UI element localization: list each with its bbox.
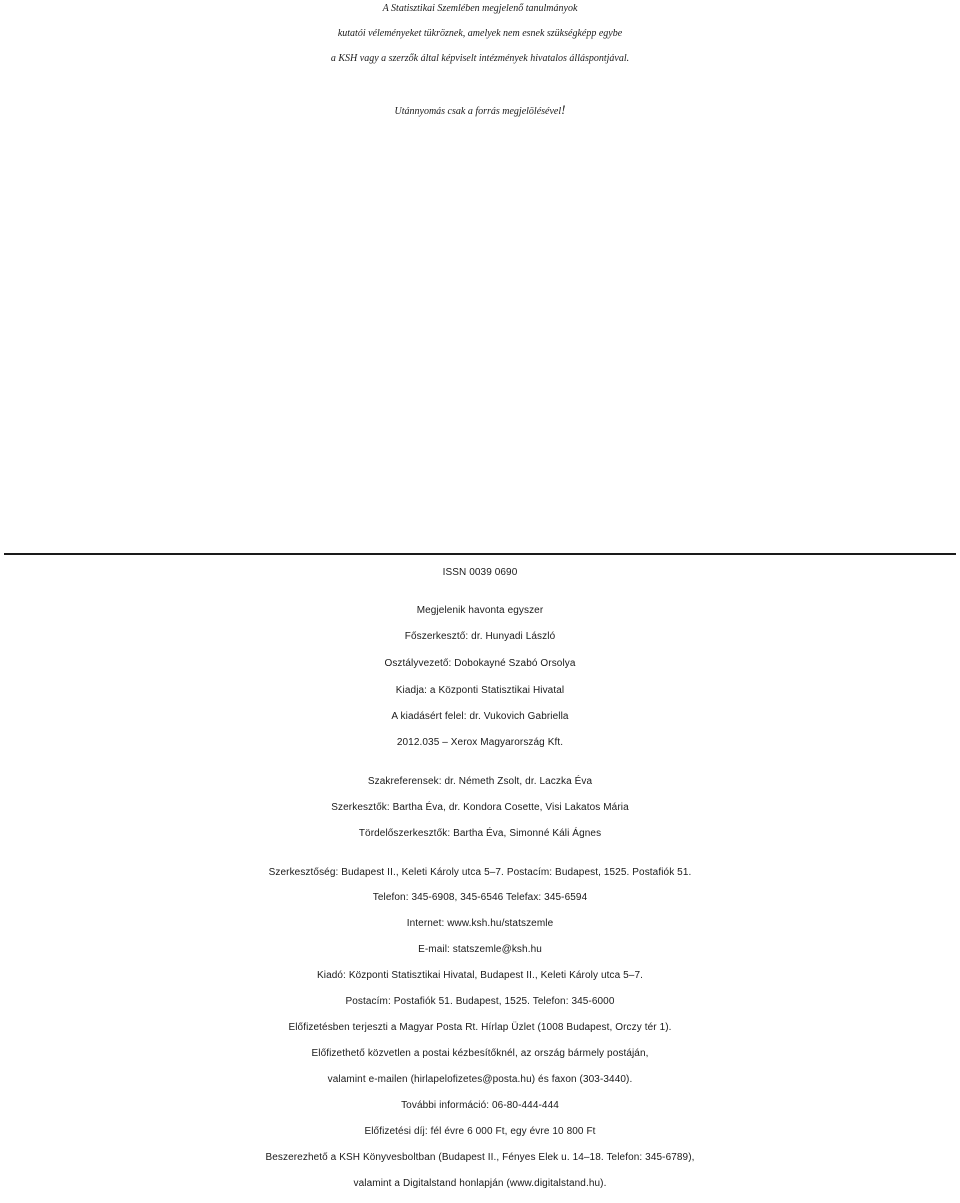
subscription-info-1: Előfizethető közvetlen a postai kézbesítőknél, az ország bármely postáján, [311, 1048, 649, 1059]
editor-in-chief: Főszerkesztő: dr. Hunyadi László [404, 631, 556, 642]
disclaimer-line-2: kutatói véleményeket tükröznek, amelyek nem esnek szükségképp egybe [337, 28, 623, 39]
disclaimer-line-1: A Statisztikai Szemlében megjelenő tanulmányok [382, 3, 578, 14]
department-head: Osztályvezető: Dobokayné Szabó Orsolya [384, 658, 576, 669]
publisher: Kiadja: a Központi Statisztikai Hivatal [395, 685, 565, 696]
phone-fax: Telefon: 345-6908, 345-6546 Telefax: 345-6594 [372, 892, 588, 903]
issn: ISSN 0039 0690 [442, 567, 518, 578]
publisher-address: Kiadó: Központi Statisztikai Hivatal, Budapest II., Keleti Károly utca 5–7. [316, 970, 643, 981]
subscription-info-2: valamint e-mailen (hirlapelofizetes@posta.hu) és faxon (303-3440). [327, 1074, 633, 1085]
referees: Szakreferensek: dr. Németh Zsolt, dr. Laczka Éva [367, 776, 593, 787]
reprint-text: Utánnyomás csak a forrás megjelölésével [394, 106, 562, 117]
reprint-notice [0, 98, 960, 124]
reprint-mark: ! [561, 102, 566, 117]
editorial-office: Szerkesztőség: Budapest II., Keleti Károly utca 5–7. Postacím: Budapest, 1525. Postafiók 51. [268, 867, 692, 878]
more-info: További információ: 06-80-444-444 [401, 1100, 559, 1111]
purchase-info-2: valamint a Digitalstand honlapján (www.digitalstand.hu). [353, 1178, 607, 1189]
disclaimer-line-3: a KSH vagy a szerzők által képviselt intézmények hivatalos álláspontjával. [330, 53, 630, 64]
frequency: Megjelenik havonta egyszer [416, 605, 544, 616]
purchase-info-1: Beszerezhető a KSH Könyvesboltban (Budapest II., Fényes Elek u. 14–18. Telefon: 345-6789), [265, 1152, 695, 1163]
publisher-postal: Postacím: Postafiók 51. Budapest, 1525. Telefon: 345-6000 [345, 996, 615, 1007]
email-address: E-mail: statszemle@ksh.hu [418, 944, 542, 955]
distribution: Előfizetésben terjeszti a Magyar Posta Rt. Hírlap Üzlet (1008 Budapest, Orczy tér 1). [288, 1022, 672, 1033]
top-rule [4, 553, 956, 555]
responsible-person: A kiadásért felel: dr. Vukovich Gabriella [391, 711, 569, 722]
editors: Szerkesztők: Bartha Éva, dr. Kondora Cosette, Visi Lakatos Mária [331, 802, 629, 813]
internet-address: Internet: www.ksh.hu/statszemle [406, 918, 554, 929]
layout-editors: Tördelőszerkesztők: Bartha Éva, Simonné Káli Ágnes [358, 828, 602, 839]
printing-info: 2012.035 – Xerox Magyarország Kft. [396, 737, 564, 748]
subscription-fee: Előfizetési díj: fél évre 6 000 Ft, egy évre 10 800 Ft [364, 1126, 596, 1137]
